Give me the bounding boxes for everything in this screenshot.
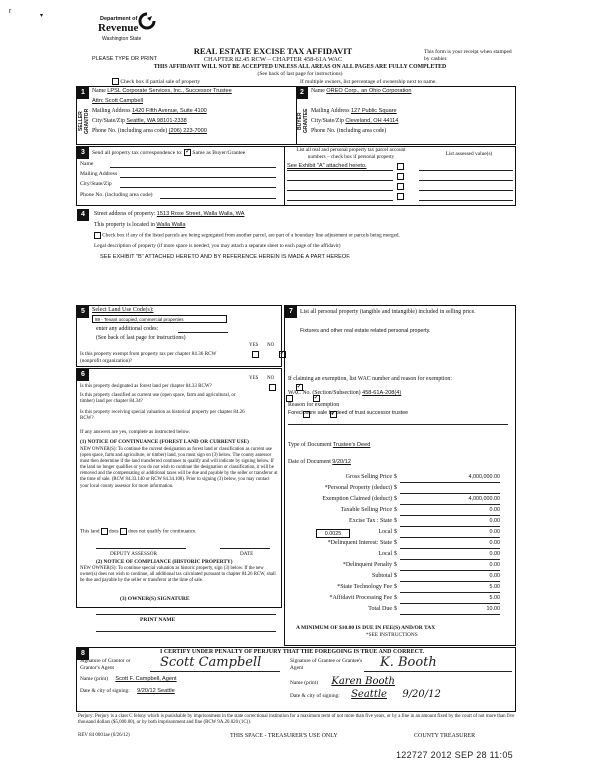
buyer-city-field[interactable]: Cleveland, OH 44114 [345,118,399,124]
buyer-city-label: City/State/Zip [311,118,344,124]
tax-value[interactable]: 0.00 [400,529,500,538]
sec3-mailing-row [80,171,276,180]
form-warning: THIS AFFIDAVIT WILL NOT BE ACCEPTED UNLESS ALL AREAS ON ALL PAGES ARE FULLY COMPLETED [153,64,447,70]
tax-label: *Affidavit Processing Fee [329,595,392,601]
sec3-name-row [80,161,276,170]
buyer-phone-row [311,128,511,138]
corner-mark-left: r [9,8,12,15]
tax-label: *Personal Property (deduct) [324,485,392,491]
sec3-phone-row [80,192,276,201]
seller-phone-row [92,128,292,138]
sec4-segregated-row [94,232,514,239]
sec3-name-label: Name [80,161,94,167]
exempt-question: Is this property exempt from property tax per chapter 84.36 RCW (nonprofit organization)? [80,351,217,364]
buyer-mailing-label: Mailing Address [311,108,350,114]
tax-value[interactable]: 5.00 [400,595,500,604]
logo-revenue: Revenue [98,22,139,34]
grantor-date-label: Date & city of signing: [80,688,130,694]
buyer-name-row [311,88,511,98]
parcel-row-2 [287,173,513,183]
tax-label: Local [378,529,392,535]
seller-mailing-row [92,108,292,118]
grantee-sig-label: Signature of Grantee or Grantee's Agent [290,658,363,671]
multiple-owners-note: If multiple owners, list percentage of ownership next to name. [300,79,437,85]
parcel-row-4 [287,193,513,203]
see-instructions: *SEE INSTRUCTIONS [366,632,418,638]
sec4-street-field[interactable]: 1513 Rose Street, Walla Walla, WA [156,211,245,217]
tax-value[interactable] [400,485,500,494]
exempt-yes-checkbox[interactable] [252,351,259,358]
sec4-legal: Legal description of property (if more space is needed, you may attach a separate sheet to each page of the affidavit) [94,243,341,249]
tax-row: *Affidavit Processing Fee $ 5.00 [288,595,512,606]
seller-mailing-field[interactable]: 1420 Fifth Avenue, Suite 4100 [131,108,207,114]
tax-row: Total Due $ 10.00 [288,606,512,617]
partial-sale-row[interactable] [112,78,200,85]
sec7-claiming: If claiming an exemption, list WAC number and reason for exemption: [288,376,452,382]
sec4-located-field[interactable]: Walla Walla [156,222,186,228]
sec3-phone-label: Phone No. (including area code) [80,192,153,198]
grantee-date-row [290,689,441,700]
this-land-label: This land [80,528,100,535]
logo-swoosh-icon [138,12,156,32]
sec3-city-row [80,181,276,190]
print-name-label: PRINT NAME [140,617,176,623]
doc-type-row [288,442,370,448]
seller-attn-field[interactable]: Attn: Scott Campbell [92,98,143,104]
rate-box[interactable]: 0.0025 [316,529,350,538]
grantee-sig-line[interactable] [364,671,512,672]
parcel-4-checkbox[interactable] [397,193,404,200]
corner-mark-mid: ▾ [40,13,44,19]
tax-label: Total Due [368,606,392,612]
tax-value[interactable]: 0.00 [400,518,500,527]
buyer-mailing-field[interactable]: 127 Public Square [350,108,397,114]
tax-row: *State Technology Fee $ 5.00 [288,584,512,595]
seller-attn-row [92,98,292,108]
tax-label: Taxable Selling Price [340,507,392,513]
assessed-1-line[interactable] [419,170,513,171]
sec3-phone-line[interactable] [160,198,276,199]
tax-label: Local [378,551,392,557]
buyer-phone-label: Phone No. (including area code) [311,128,387,134]
sec6-q2: Is this property classified as current use (open space, farm and agricultural, or timber) land per chapter 84.34? [80,393,236,405]
sec6-q1: Is this property designated as forest land per chapter 84.33 RCW? [80,384,212,389]
parcel-3-checkbox[interactable] [397,183,404,190]
sec6-if-any: If any answers are yes, complete as instructed below. [80,429,191,435]
seller-phone-field[interactable]: (206) 223-7000 [168,128,207,134]
sec3-mailing-label: Mailing Address [80,171,118,177]
logo-dept: Department of [100,16,138,22]
land-use-select[interactable]: 89 - Tenant occupied, commercial properties [92,315,227,323]
section-6-badge: 6 [77,369,89,381]
grantor-name-field[interactable]: Scott F. Campbell, Agent [115,676,177,682]
deputy-date-label: DATE [240,551,254,557]
parcel-exhibit-a: See Exhibit "A" attached hereto. [287,163,367,169]
tax-row: Subtotal $ 0.00 [288,573,512,584]
tax-label: Gross Selling Price [345,474,392,480]
parcel-row-1 [287,163,513,173]
sec6-no-header: NO [267,376,275,381]
same-as-buyer-label: Same as Buyer/Grantee [192,149,246,156]
sec4-exhibit-b: SEE EXHIBIT "B" ATTACHED HERETO AND BY REFERENCE HEREIN IS MADE A PART HEREOF. [100,254,351,260]
parcel-row-3 [287,183,513,193]
min-fee-note: A MINIMUM OF $10.00 IS DUE IN FEE(S) AND/OR TAX [296,625,436,631]
parcel-list [287,163,513,203]
sec3-city-label: City/State/Zip [80,181,112,187]
owner-sig-label: (3) OWNER(S) SIGNATURE [120,596,190,602]
treasurer-space: THIS SPACE - TREASURER'S USE ONLY [230,733,338,739]
buyer-city-row [311,118,511,128]
logo-state: Washington State [102,36,142,42]
sec5-yes-header: YES [249,343,259,348]
tax-row: 0.0025 Local $ 0.00 [288,529,512,540]
county-treasurer: COUNTY TREASURER [414,733,476,739]
type-or-print: PLEASE TYPE OR PRINT [92,56,158,62]
wac-label: WAC No. (Section/Subsection) [288,390,361,396]
rev-number: REV 84 0001ae (6/26/12) [78,733,130,738]
tax-value[interactable]: 5.00 [400,584,500,593]
grantee-name-field[interactable]: Karen Booth [331,676,395,687]
tax-value[interactable]: 0.00 [400,540,500,549]
section-3-badge: 3 [77,147,89,159]
sec4-located-label: This property is located in [94,222,155,228]
grantor-name-label: Name (print) [80,676,108,682]
section-7-badge: 7 [285,306,297,318]
form-title: REAL ESTATE EXCISE TAX AFFIDAVIT [193,46,353,56]
tax-label: *Delinquent Interest: State [327,540,392,546]
tax-label: Exemption Claimed (deduct) [322,496,392,502]
q1-yes-checkbox[interactable] [269,384,276,391]
seller-name-row [92,88,292,98]
notice2-title: (2) NOTICE OF COMPLIANCE (HISTORIC PROPERTY) [96,559,233,565]
segregated-label: Check box if any of the listed parcels are being segregated from another parcel, are part of a boundary line adjustment or parcels being merged. [102,232,400,239]
perjury-note: Perjury: Perjury is a class C felony which is punishable by imprisonment in the state correctional institution for a maximum term of not more than five years, or by a fine in an amount fixed by the court of not more than five thousand dollars ($5,000.00), or by both imprisonment and fine (RCW 9A.20.020 (1C)). [78,714,515,726]
grantee-city-field[interactable]: Seattle [351,689,387,700]
section-8-badge: 8 [77,648,89,660]
owner-sig-line[interactable] [96,614,276,615]
parcel-2-checkbox[interactable] [397,173,404,180]
grantee-signature: K. Booth [380,655,437,670]
buyer-mailing-row [311,108,511,118]
form-subtitle: CHAPTER 82.45 RCW – CHAPTER 458-61A WAC [203,56,343,63]
tax-row: Excise Tax : State $ 0.00 [288,518,512,529]
grantee-name-row [290,676,395,687]
tax-label: Subtotal [371,573,392,579]
seller-side-label: SELLER GRANTOR [78,108,90,134]
sec4-street-row [94,211,244,217]
buyer-name-label: Name [311,88,325,94]
reason-field[interactable]: Foreclosure sale by deed of trust successor trustee [288,410,409,416]
tax-row: Gross Selling Price $ 4,000,000.00 [288,474,512,485]
tax-row: Local $ 0.00 [288,551,512,562]
print-name-line[interactable] [96,631,276,632]
sec3-send-row [92,149,245,156]
buyer-blank-row [311,98,511,108]
assessed-4-line[interactable] [419,200,513,201]
wac-row [288,390,401,396]
seller-name-label: Name [92,88,106,94]
sec4-street-label: Street address of property: [94,211,156,217]
land-does-not-label: does not qualify for continuance. [128,528,197,535]
assessed-2-line[interactable] [419,180,513,181]
sec3-list-all: List all real and personal property tax parcel account numbers – check box if personal property [296,147,406,160]
grantee-date-field[interactable]: 9/20/12 [402,689,441,700]
sec3-send-label: Send all property tax correspondence to: [92,149,183,156]
grantor-date-row [80,688,175,694]
sec5-see-back: (See back of last page for instructions) [96,335,186,341]
land-use-label: Select Land Use Code(s): [92,307,154,313]
tax-value[interactable]: 0.00 [400,551,500,560]
sec6-q3: Is this property receiving special valuation as historical property per chapter 84.26 RCW? [80,410,245,422]
additional-codes-line[interactable] [178,332,228,333]
partial-sale-checkbox[interactable] [112,78,119,85]
doc-type-label: Type of Document [288,442,332,448]
sec3-mailing-line[interactable] [120,177,276,178]
tax-value[interactable]: 0.00 [400,573,500,582]
sec3-city-line[interactable] [120,187,276,188]
this-land-row [80,528,197,535]
seller-city-label: City/State/Zip [92,118,125,124]
certify-statement: I CERTIFY UNDER PENALTY OF PERJURY THAT THE FOREGOING IS TRUE AND CORRECT. [160,649,425,655]
tax-label: Excise Tax : State [349,518,392,524]
notice1-title: (1) NOTICE OF CONTINUANCE (FOREST LAND OR CURRENT USE) [80,439,249,445]
section-1-badge: 1 [77,87,89,99]
tax-table [288,474,512,618]
land-does-not-checkbox[interactable] [120,528,127,535]
buyer-name-field[interactable]: OREO Corp., an Ohio Corporation [326,88,412,94]
sec4-located-row [94,222,185,228]
tax-label: *Delinquent Penalty [342,562,392,568]
tax-value[interactable]: 4,000,000.00 [400,474,500,483]
sec7-list-all: List all personal property (tangible and intangible) included in selling price. [300,309,476,315]
tax-label: *State Technology Fee [337,584,392,590]
seller-city-field[interactable]: Seattle, WA 98101-2338 [126,118,187,124]
buyer-side-label: BUYER GRANTEE [297,108,309,134]
wac-field[interactable]: 458-61A-208(4) [362,390,402,396]
tax-value[interactable]: 0.00 [400,562,500,571]
grantor-sig-label: Signature of Grantor or Grantor's Agent [80,658,131,671]
receipt-note: This form is your receipt when stamped by cashier. [424,49,512,62]
enter-any-codes: enter any additional codes: [96,326,159,332]
deputy-date-line[interactable] [220,548,270,549]
tax-row: Taxable Selling Price $ 0.00 [288,507,512,518]
tax-value[interactable]: 0.00 [400,507,500,516]
dor-logo [92,12,162,50]
deputy-label: DEPUTY ASSESSOR [110,551,157,557]
section-4-badge: 4 [77,209,89,221]
notice2-body: NEW OWNER(S): To continue special valuation as historic property, sign (3) below. If the new owner(s) does not wish to continue, all additional tax calculated pursuant to chapter 84.26 RCW, shall be due and payable by the seller or transferor at the time of sale. [80,566,276,583]
assessed-3-line[interactable] [419,190,513,191]
sec7-fixtures: Fixtures and other real estate related personal property. [300,328,431,334]
parcel-1-checkbox[interactable] [397,163,404,170]
sec3-assessed: List assessed value(s) [445,151,493,157]
tax-row: *Delinquent Interest: State $ 0.00 [288,540,512,551]
grantee-name-label: Name (print) [290,680,318,686]
doc-type-field[interactable]: Trustee's Deed [332,442,371,448]
sec6-yes-header: YES [249,376,259,381]
doc-date-field[interactable]: 9/20/12 [332,459,351,465]
deputy-sig-line[interactable] [96,548,186,549]
seller-phone-label: Phone No. (including area code) [92,128,168,134]
grantor-sig-line[interactable] [150,671,280,672]
receipt-stamp: 122727 2012 SEP 28 11:05 [396,750,513,760]
section-2-badge: 2 [296,87,308,99]
grantor-name-row [80,676,177,682]
tax-row: *Personal Property (deduct) $ [288,485,512,496]
seller-fields [92,88,292,138]
land-does-checkbox[interactable] [101,528,108,535]
doc-date-row [288,459,351,465]
tax-value[interactable]: 10.00 [400,606,500,615]
tax-row: Exemption Claimed (deduct) $ 4,000,000.00 [288,496,512,507]
see-back-note: (See back of last page for instructions) [257,71,343,77]
seller-mailing-label: Mailing Address [92,108,131,114]
notice1-body: NEW OWNER(S): To continue the current designation as forest land or classification as current use (open space, farm and agriculture, or timber) land, you must sign on (3) below. The county assessor must then determine if the land transferred continues to qualify and will indicate by signing below. If the land no longer qualifies or you do not wish to continue the designation or classification, it will be removed and the compensating or additional taxes will be due and payable by the seller or transferor at the time of sale. (RCW 84.33.140 or RCW 84.34.108). Prior to signing (3) below, you may contact your local county assessor for more information. [80,447,278,489]
seller-city-row [92,118,292,128]
tax-row: *Delinquent Penalty $ 0.00 [288,562,512,573]
section-5-badge: 5 [77,306,89,318]
buyer-fields [311,88,511,138]
seller-name-field[interactable]: LPSL Corporate Services, Inc., Successor Trustee [107,88,232,94]
doc-date-label: Date of Document [288,459,331,465]
segregated-checkbox[interactable] [94,232,101,239]
same-as-buyer-checkbox[interactable] [184,149,191,156]
partial-sale-label: Check box if partial sale of property [120,78,201,85]
grantee-date-label: Date & city of signing: [290,693,340,699]
grantor-date-field[interactable]: 9/20/12 Seattle [137,688,175,694]
reason-label: Reason for exemption [288,402,340,408]
sec5-no-header: NO [267,343,275,348]
sec3-name-line[interactable] [110,167,276,168]
tax-value[interactable]: 4,000,000.00 [400,496,500,505]
land-does-label: does [109,528,119,535]
grantor-signature: Scott Campbell [160,655,262,670]
